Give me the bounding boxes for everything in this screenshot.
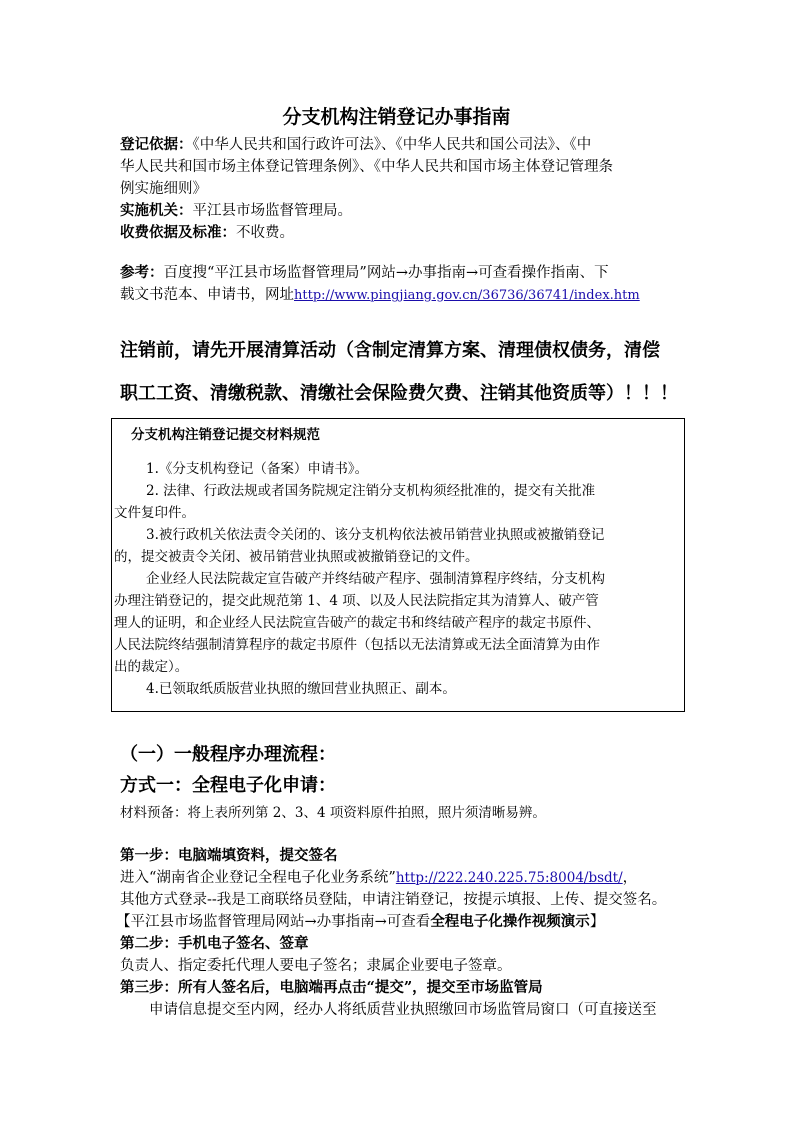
process-prep: 材料预备：将上表所列第 2、3、4 项资料原件拍照，照片须清晰易辨。	[120, 805, 546, 821]
step1-line2: 其他方式登录--我是工商联络员登陆，申请注销登记，按提示填报、上传、提交签名。	[120, 892, 667, 908]
step1-note-text: 【平江县市场监督管理局网站→办事指南→可查看	[116, 914, 431, 930]
step1-note-bold: 全程电子化操作视频演示	[430, 913, 590, 930]
materials-line: 1.《分支机构登记（备案）申请书》。	[146, 461, 369, 477]
materials-line: 的，提交被责令关闭、被吊销营业执照或被撤销登记的文件。	[114, 549, 479, 565]
fee-line	[120, 222, 294, 244]
materials-line: 文件复印件。	[114, 505, 195, 521]
step1-text: 进入“湖南省企业登记全程电子化业务系统”	[120, 870, 396, 886]
step3-line: 申请信息提交至内网，经办人将纸质营业执照缴回市场监管局窗口（可直接送至	[149, 1002, 657, 1018]
materials-line: 办理注销登记的，提交此规范第 1、4 项、以及人民法院指定其为清算人、破产管	[114, 593, 599, 609]
materials-line: 3.被行政机关依法责令关闭的、该分支机构依法被吊销营业执照或被撤销登记	[146, 527, 605, 543]
reference-line2	[120, 284, 640, 307]
materials-line: 人民法院终结强制清算程序的裁定书原件（包括以无法清算或无法全面清算为由作	[114, 637, 600, 653]
step1-title: 第一步：电脑端填资料，提交签名	[120, 847, 338, 864]
step1-url-link[interactable]: http://222.240.225.75:8004/bsdt/	[395, 870, 623, 886]
step2-line: 负责人、指定委托代理人要电子签名；隶属企业要电子签章。	[120, 958, 512, 974]
basis-text-1: 《中华人民共和国行政许可法》、《中华人民共和国公司法》、《中	[192, 137, 592, 153]
agency-line	[120, 200, 352, 222]
materials-title: 分支机构注销登记提交材料规范	[131, 427, 320, 443]
fee-value: 不收费。	[236, 225, 294, 241]
materials-line: 4.已领取纸质版营业执照的缴回营业执照正、副本。	[146, 681, 456, 697]
step1-line1	[120, 867, 637, 889]
process-heading: （一）一般程序办理流程：	[120, 744, 336, 765]
basis-line2: 华人民共和国市场主体登记管理条例》、《中华人民共和国市场主体登记管理条	[120, 159, 613, 175]
agency-label: 实施机关：	[120, 202, 193, 219]
materials-line: 企业经人民法院裁定宣告破产并终结破产程序、强制清算程序终结，分支机构	[146, 571, 605, 587]
reference-line1	[120, 262, 609, 284]
step3-title: 第三步：所有人签名后，电脑端再点击“提交”，提交至市场监管局	[120, 979, 543, 996]
step1-sep: ，	[622, 870, 638, 886]
materials-line: 2. 法律、行政法规或者国务院规定注销分支机构须经批准的，提交有关批准	[146, 483, 596, 499]
page-title: 分支机构注销登记办事指南	[282, 106, 511, 128]
basis-label: 登记依据：	[120, 136, 193, 153]
reference-text-2: 载文书范本、申请书，网址	[120, 287, 294, 303]
step2-title: 第二步：手机电子签名、签章	[120, 935, 309, 952]
warning-line1: 注销前，请先开展清算活动（含制定清算方案、清理债权债务，清偿	[120, 340, 660, 361]
reference-label: 参考：	[120, 264, 164, 281]
step1-note	[116, 911, 604, 933]
step1-note-end: 】	[589, 914, 605, 930]
fee-label: 收费依据及标准：	[120, 224, 236, 241]
basis-line1	[120, 134, 591, 156]
reference-url-link[interactable]: http://www.pingjiang.gov.cn/36736/36741/index.htm	[294, 288, 640, 303]
agency-value: 平江县市场监督管理局。	[192, 203, 352, 219]
warning-line2: 职工工资、清缴税款、清缴社会保险费欠费、注销其他资质等）！！！	[120, 383, 678, 404]
materials-line: 出的裁定）。	[114, 659, 189, 675]
reference-text-1: 百度搜“平江县市场监督管理局”网站→办事指南→可查看操作指南、下	[163, 265, 609, 281]
basis-line3: 例实施细则》	[120, 181, 207, 197]
process-method: 方式一：全程电子化申请：	[120, 775, 336, 796]
materials-line: 理人的证明，和企业经人民法院宣告破产的裁定书和终结破产程序的裁定书原件、	[114, 615, 600, 631]
